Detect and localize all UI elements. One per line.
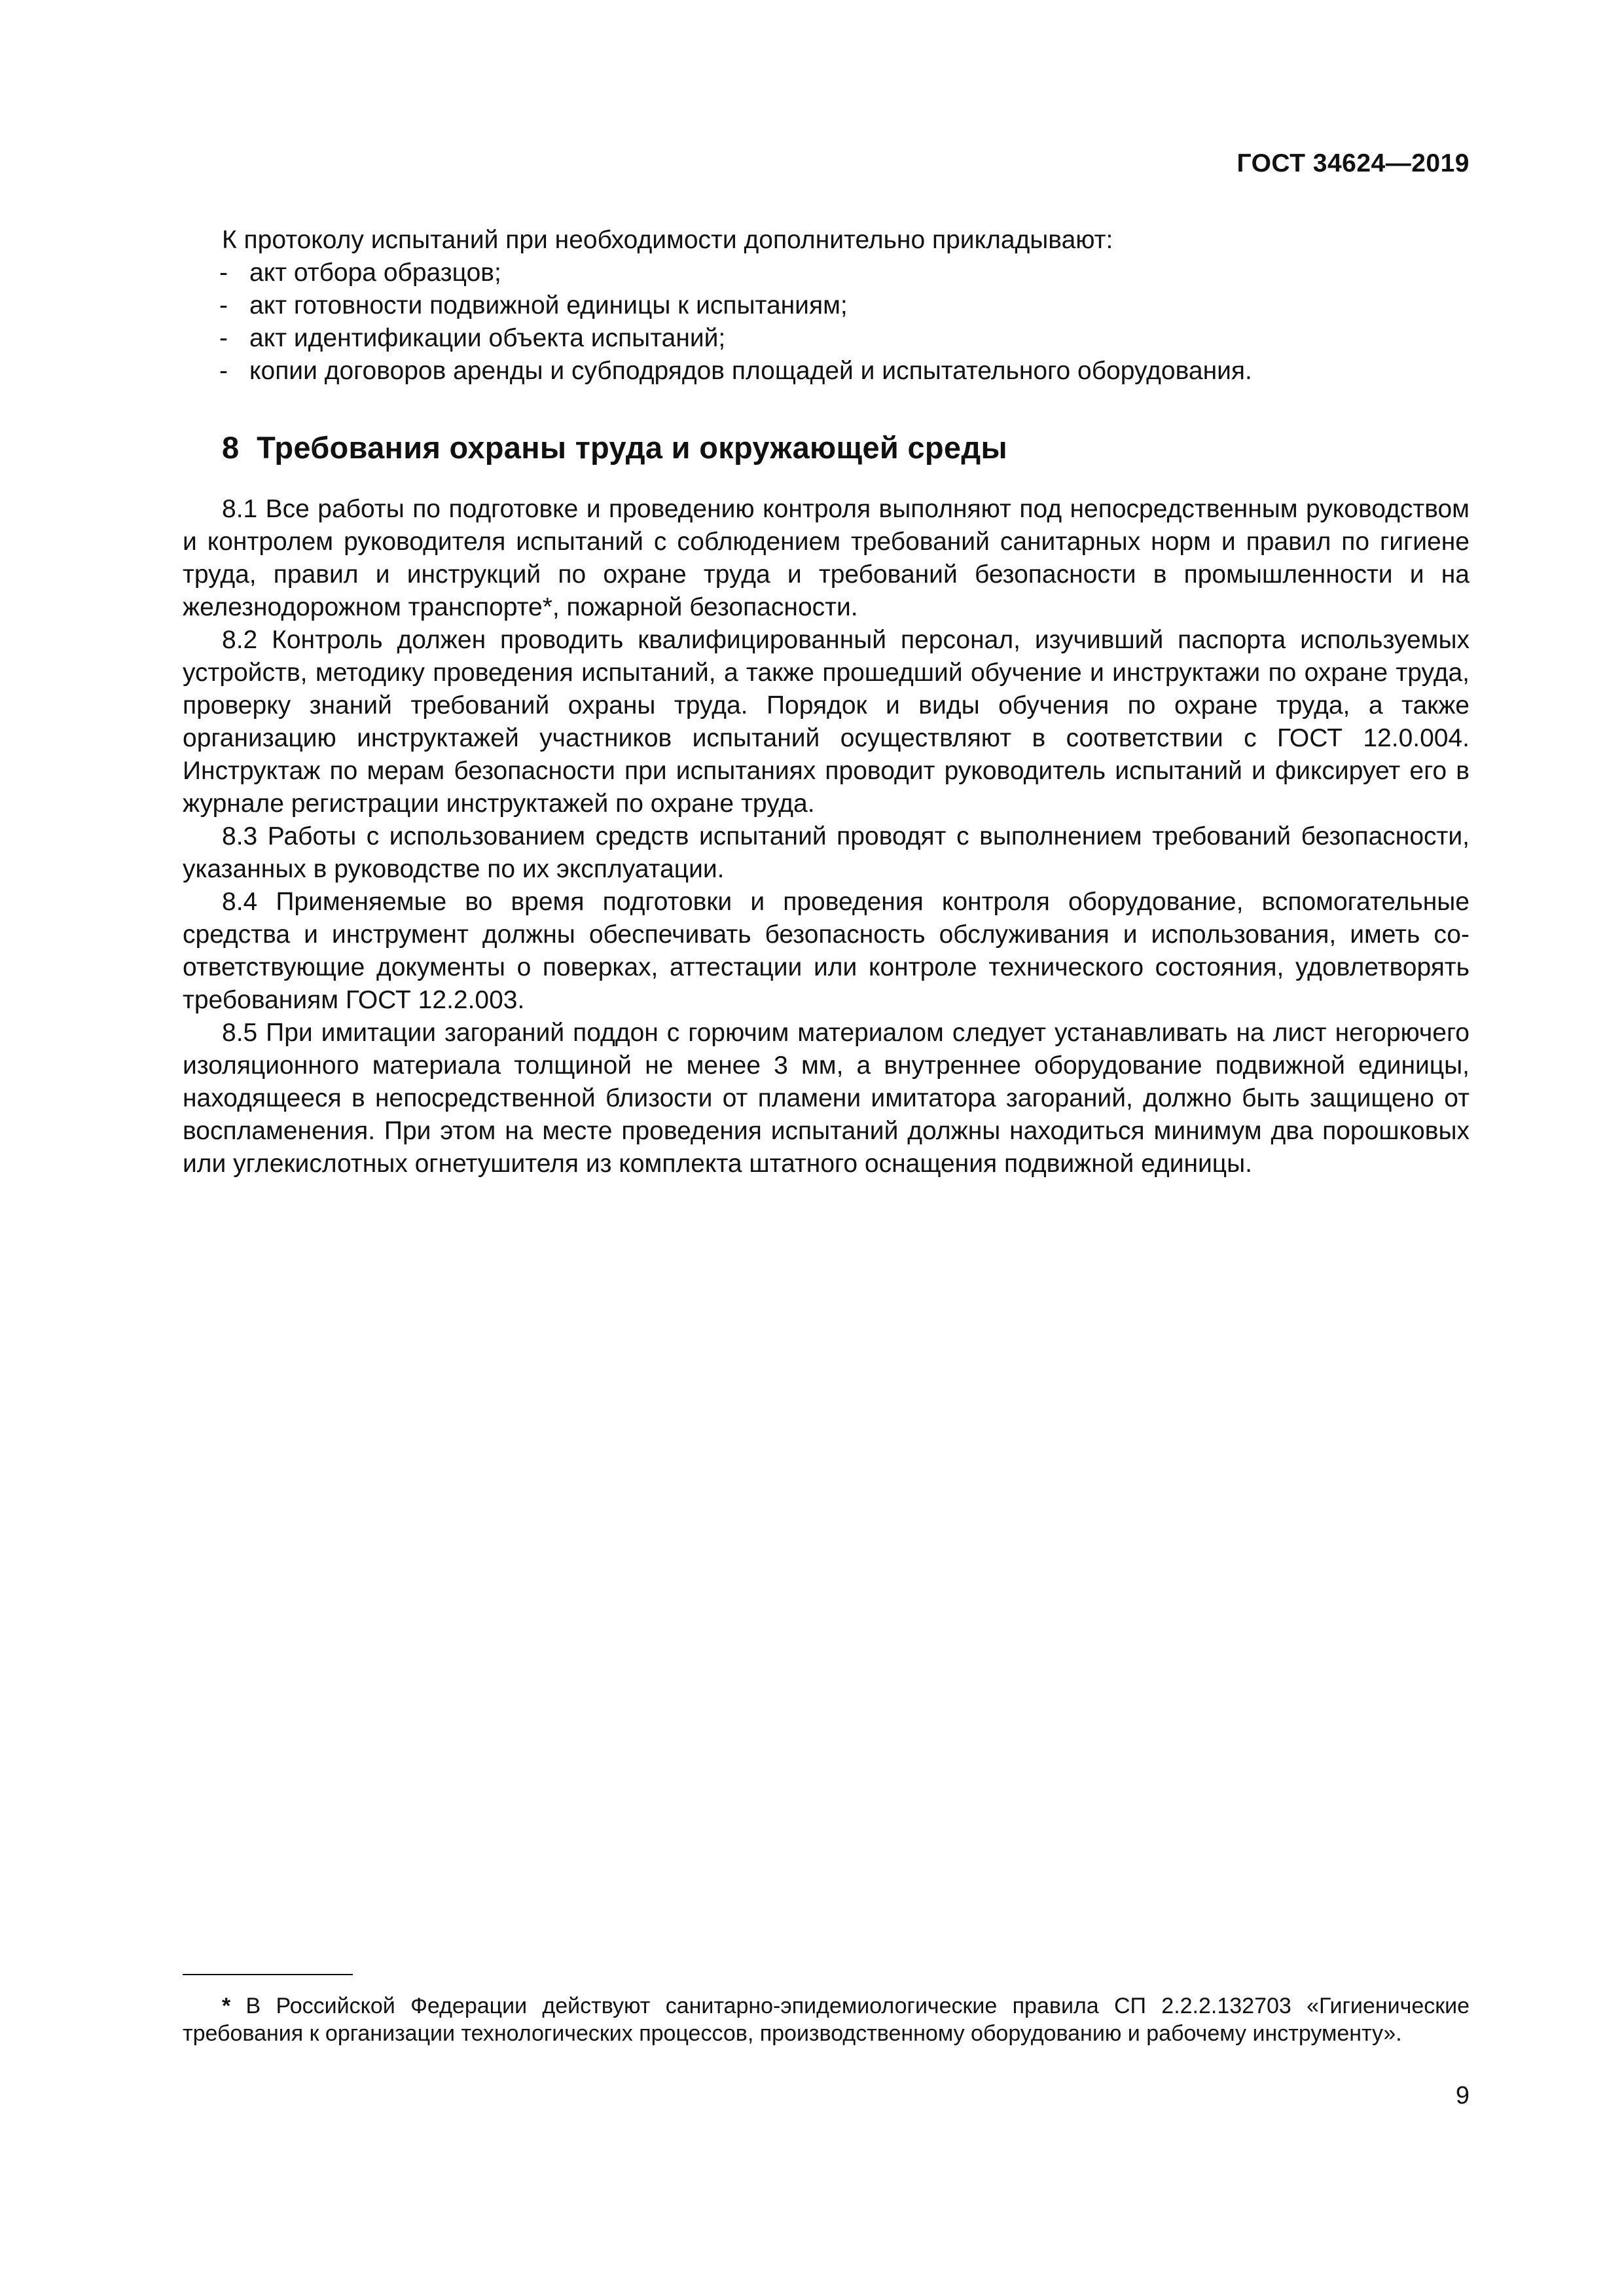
footnote-text: В Российской Федерации действуют санитарно-эпидемиологические правила СП 2.2.2.132703 «Гигиенические требования к организации технологических процессов, производственному оборудованию и рабочему инструменту». — [183, 1994, 1470, 2046]
paragraph-8-2: 8.2 Контроль должен проводить квалифицированный персонал, изучивший паспорта используемых устройств, методику проведения испытаний, а также прошедший обучение и инструктажи по охране труда, проверку знаний требований охраны труда. Порядок и виды обучения по охране труда, а также организацию инструктажей участников испытаний осуществляют в соответствии с ГОСТ 12.0.004. Инструктаж по мерам безопасности при испытаниях проводит руководитель испытаний и фиксирует его в журнале регистрации инструктажей по охране труда. — [183, 626, 1470, 818]
protocol-attachments-block — [183, 224, 1470, 388]
section-body — [183, 493, 1470, 1180]
page-number: 9 — [1455, 2082, 1470, 2109]
dash-marker: - — [219, 259, 228, 287]
list-item — [183, 355, 1470, 388]
footnote-mark: * — [222, 1994, 231, 2018]
paragraph-8-4: 8.4 Применяемые во время подготовки и проведения контроля оборудование, вспомогательные средства и инструмент должны обеспечивать безопасность обслуживания и использования, иметь соответствующие документы о поверках, аттестации или контроле технического состояния, удовлетворять требованиям ГОСТ 12.2.003. — [183, 888, 1470, 1014]
attachments-list — [183, 257, 1470, 388]
list-item-text: акт отбора образцов; — [249, 259, 501, 287]
attachments-lead-text: К протоколу испытаний при необходимости дополнительно прикладывают: — [222, 226, 1113, 254]
footnote-divider — [183, 1974, 353, 1975]
list-item-text: акт идентификации объекта испытаний; — [249, 324, 726, 352]
paragraph-8-1: 8.1 Все работы по подготовке и проведению контроля выполняют под непосредственным руководством и контролем руководителя испытаний с соблюдением требований санитарных норм и правил по гигиене труда, правил и инструкций по охране труда и требований безопасности в промышленности и на железнодорожном транспорте*, пожарной безопасности. — [183, 495, 1470, 621]
dash-marker: - — [219, 357, 228, 385]
paragraph-8-3: 8.3 Работы с использованием средств испытаний проводят с выполнением требований безопасности, указанных в руководстве по их эксплуатации. — [183, 822, 1470, 883]
list-item — [183, 322, 1470, 355]
dash-marker: - — [219, 291, 228, 319]
list-item — [183, 257, 1470, 289]
list-item-text: акт готовности подвижной единицы к испытаниям; — [249, 291, 848, 319]
section-heading: 8 Требования охраны труда и окружающей среды — [222, 430, 1007, 465]
list-item — [183, 289, 1470, 322]
document-number-header: ГОСТ 34624—2019 — [1236, 149, 1470, 177]
paragraph-8-5: 8.5 При имитации загораний поддон с горючим материалом следует устанавливать на лист негорючего изоляционного материала толщиной не менее 3 мм, а внутреннее оборудование подвижной единицы, находящееся в непосредственной близости от пламени имитатора загораний, должно быть защищено от воспламенения. При этом на месте проведения испытаний должны находиться минимум два порошковых или углекислотных огнетушителя из комплекта штатного оснащения подвижной единицы. — [183, 1019, 1470, 1178]
list-item-text: копии договоров аренды и субподрядов площадей и испытательного оборудования. — [249, 357, 1252, 385]
footnote — [183, 1992, 1470, 2047]
dash-marker: - — [219, 324, 228, 352]
